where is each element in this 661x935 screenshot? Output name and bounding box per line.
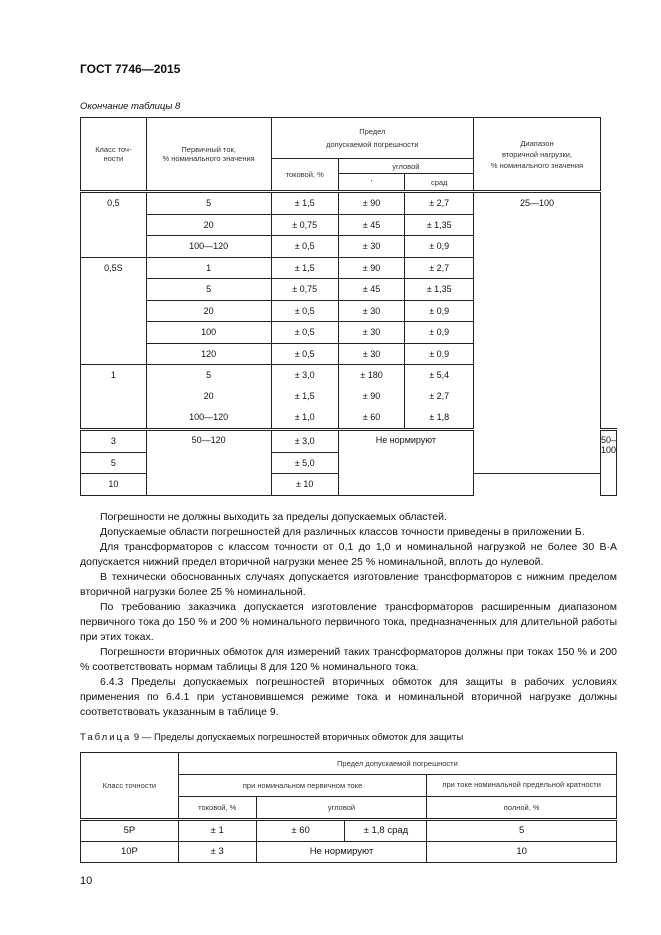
cell-line: ± 180 xyxy=(360,370,383,380)
table-cell: ± 1 xyxy=(178,819,256,841)
header-class: Класс точ- ности xyxy=(81,118,147,192)
table-cell: ± 0,9 xyxy=(405,343,474,365)
header-angular: угловой xyxy=(338,159,473,174)
table-cell: 3 xyxy=(81,430,147,453)
table-cell: ± 90 xyxy=(338,192,405,215)
paragraph: Допускаемые области погрешностей для различных классов точности приведены в приложении Б. xyxy=(100,525,585,538)
table-cell: 5 xyxy=(427,819,617,841)
table-cell: 5 xyxy=(146,192,271,215)
header-range: Диапазон вторичной нагрузки, % номинального значения xyxy=(474,118,601,192)
cell-line: 20 xyxy=(203,391,214,401)
table-cell: 10P xyxy=(81,841,179,862)
table-cell: ± 30 xyxy=(338,343,405,365)
paragraph: 6.4.3 Пределы допускаемых погрешностей вторичных обмоток для защиты в рабочих условиях применения по 6.4.1 при установившемся режиме тока и номинальной вторичной нагрузке должны соответствовать указанным в таблице 9. xyxy=(80,675,617,718)
table-cell: ± 45 xyxy=(338,279,405,301)
paragraph: В технически обоснованных случаях допускается изготовление трансформаторов с нижним пределом вторичной нагрузки более 25 % номинальной. xyxy=(80,570,617,598)
table-cell: ± 0,9 xyxy=(405,300,474,322)
table-cell: 10 xyxy=(81,474,147,496)
header-limit: Предел допускаемой погрешности xyxy=(271,118,473,159)
table-cell: ± 1,5 xyxy=(271,192,338,215)
cell-line: ± 5,4 xyxy=(429,370,450,380)
table-cell: 5P xyxy=(81,819,179,841)
table-cell-multiline xyxy=(146,365,271,430)
table-cell: ± 45 xyxy=(338,214,405,236)
table-cell: ± 0,9 xyxy=(405,322,474,344)
body-text xyxy=(80,510,617,720)
table-cell: 0,5S xyxy=(81,257,147,365)
table-cell: 100 xyxy=(146,322,271,344)
table-row xyxy=(81,819,617,841)
cell-line: ± 90 xyxy=(362,391,381,401)
table-cell: ± 0,5 xyxy=(271,236,338,258)
table-cell: ± 10 xyxy=(271,474,338,496)
table-8 xyxy=(80,117,617,496)
paragraph: Погрешности не должны выходить за пределы допускаемых областей. xyxy=(100,510,447,523)
header-minutes: ' xyxy=(338,174,405,192)
table-cell: ± 0,75 xyxy=(271,214,338,236)
caption-text: 9 — Пределы допускаемых погрешностей вторичных обмоток для защиты xyxy=(133,731,464,743)
table-cell: 25—100 xyxy=(474,192,601,474)
table-cell: ± 0,5 xyxy=(271,322,338,344)
cell-line: ± 2,7 xyxy=(429,391,450,401)
header-current: токовой, % xyxy=(178,796,256,819)
page-number: 10 xyxy=(80,874,93,887)
table8-caption: Окончание таблицы 8 xyxy=(80,101,181,112)
table9-caption xyxy=(80,732,617,744)
table-cell: ± 5,0 xyxy=(271,452,338,474)
table-cell-multiline xyxy=(405,365,474,430)
table-cell: 100—120 xyxy=(146,236,271,258)
table-cell: ± 2,7 xyxy=(405,192,474,215)
table-cell: ± 1,35 xyxy=(405,279,474,301)
header-limit: Предел допускаемой погрешности xyxy=(178,752,616,774)
cell-line: ± 1,8 xyxy=(429,412,450,422)
cell-line: ± 60 xyxy=(362,412,381,422)
table-cell: 10 xyxy=(427,841,617,862)
document-header: ГОСТ 7746—2015 xyxy=(80,62,181,76)
table-cell: ± 0,75 xyxy=(271,279,338,301)
header-angular: угловой xyxy=(256,796,427,819)
table-cell: Не нормируют xyxy=(338,430,473,496)
table-cell: ± 1,8 срад xyxy=(345,819,427,841)
table-cell: 20 xyxy=(146,214,271,236)
table-cell: ± 0,5 xyxy=(271,343,338,365)
table-cell: 50–100 xyxy=(600,430,616,496)
table-cell: 120 xyxy=(146,343,271,365)
table-cell: 5 xyxy=(81,452,147,474)
table-cell: ± 3,0 xyxy=(271,430,338,453)
table-9 xyxy=(80,752,617,863)
header-nominal: при номинальном первичном токе xyxy=(178,774,427,796)
header-crad: срад xyxy=(405,174,474,192)
table-row xyxy=(81,192,617,215)
table-cell: ± 3 xyxy=(178,841,256,862)
table-cell: ± 1,5 xyxy=(271,257,338,279)
table-cell: 5 xyxy=(146,279,271,301)
table-cell: ± 30 xyxy=(338,236,405,258)
cell-line: 100—120 xyxy=(189,412,229,422)
table-cell: 50—120 xyxy=(146,430,271,496)
header-total: полной, % xyxy=(427,796,617,819)
cell-line: 5 xyxy=(206,370,212,380)
cell-line: ± 1,5 xyxy=(294,391,315,401)
header-current: токовой, % xyxy=(271,159,338,192)
table-cell: Не нормируют xyxy=(256,841,427,862)
cell-line: ± 3,0 xyxy=(294,370,315,380)
table-cell-multiline xyxy=(271,365,338,430)
cell-line: ± 1,0 xyxy=(294,412,315,422)
paragraph: Для трансформаторов с классом точности от 0,1 до 1,0 и номинальной нагрузкой не более 30 В·А допускается нижний предел вторичной нагрузки менее 25 % номинальной, вплоть до нулевой. xyxy=(80,540,617,568)
table-cell: 0,5 xyxy=(81,192,147,258)
table-cell: 1 xyxy=(81,365,147,430)
paragraph: Погрешности вторичных обмоток для измерений таких трансформаторов должны при токах 150 % и 200 % соответствовать нормам таблицы 8 для 120 % номинального тока. xyxy=(80,645,617,673)
table-cell: 1 xyxy=(146,257,271,279)
table-cell: ± 2,7 xyxy=(405,257,474,279)
table-cell: ± 30 xyxy=(338,300,405,322)
table-cell-multiline xyxy=(338,365,405,430)
table-cell: ± 30 xyxy=(338,322,405,344)
table-row xyxy=(81,841,617,862)
caption-label: Таблица xyxy=(80,731,132,743)
table-cell: 20 xyxy=(146,300,271,322)
table-cell: ± 1,35 xyxy=(405,214,474,236)
header-class: Класс точности xyxy=(81,752,179,819)
paragraph: По требованию заказчика допускается изготовление трансформаторов расширенным диапазоном первичного тока до 150 % и 200 % номинального первичного тока, предназначенных для длительной работы при этих токах. xyxy=(80,600,617,643)
table-cell: ± 0,5 xyxy=(271,300,338,322)
table-cell: ± 90 xyxy=(338,257,405,279)
table-cell: ± 60 xyxy=(256,819,345,841)
header-limiting: при токе номинальной предельной кратности xyxy=(427,774,617,796)
table-cell: ± 0,9 xyxy=(405,236,474,258)
header-primary: Первичный ток, % номинального значения xyxy=(146,118,271,192)
